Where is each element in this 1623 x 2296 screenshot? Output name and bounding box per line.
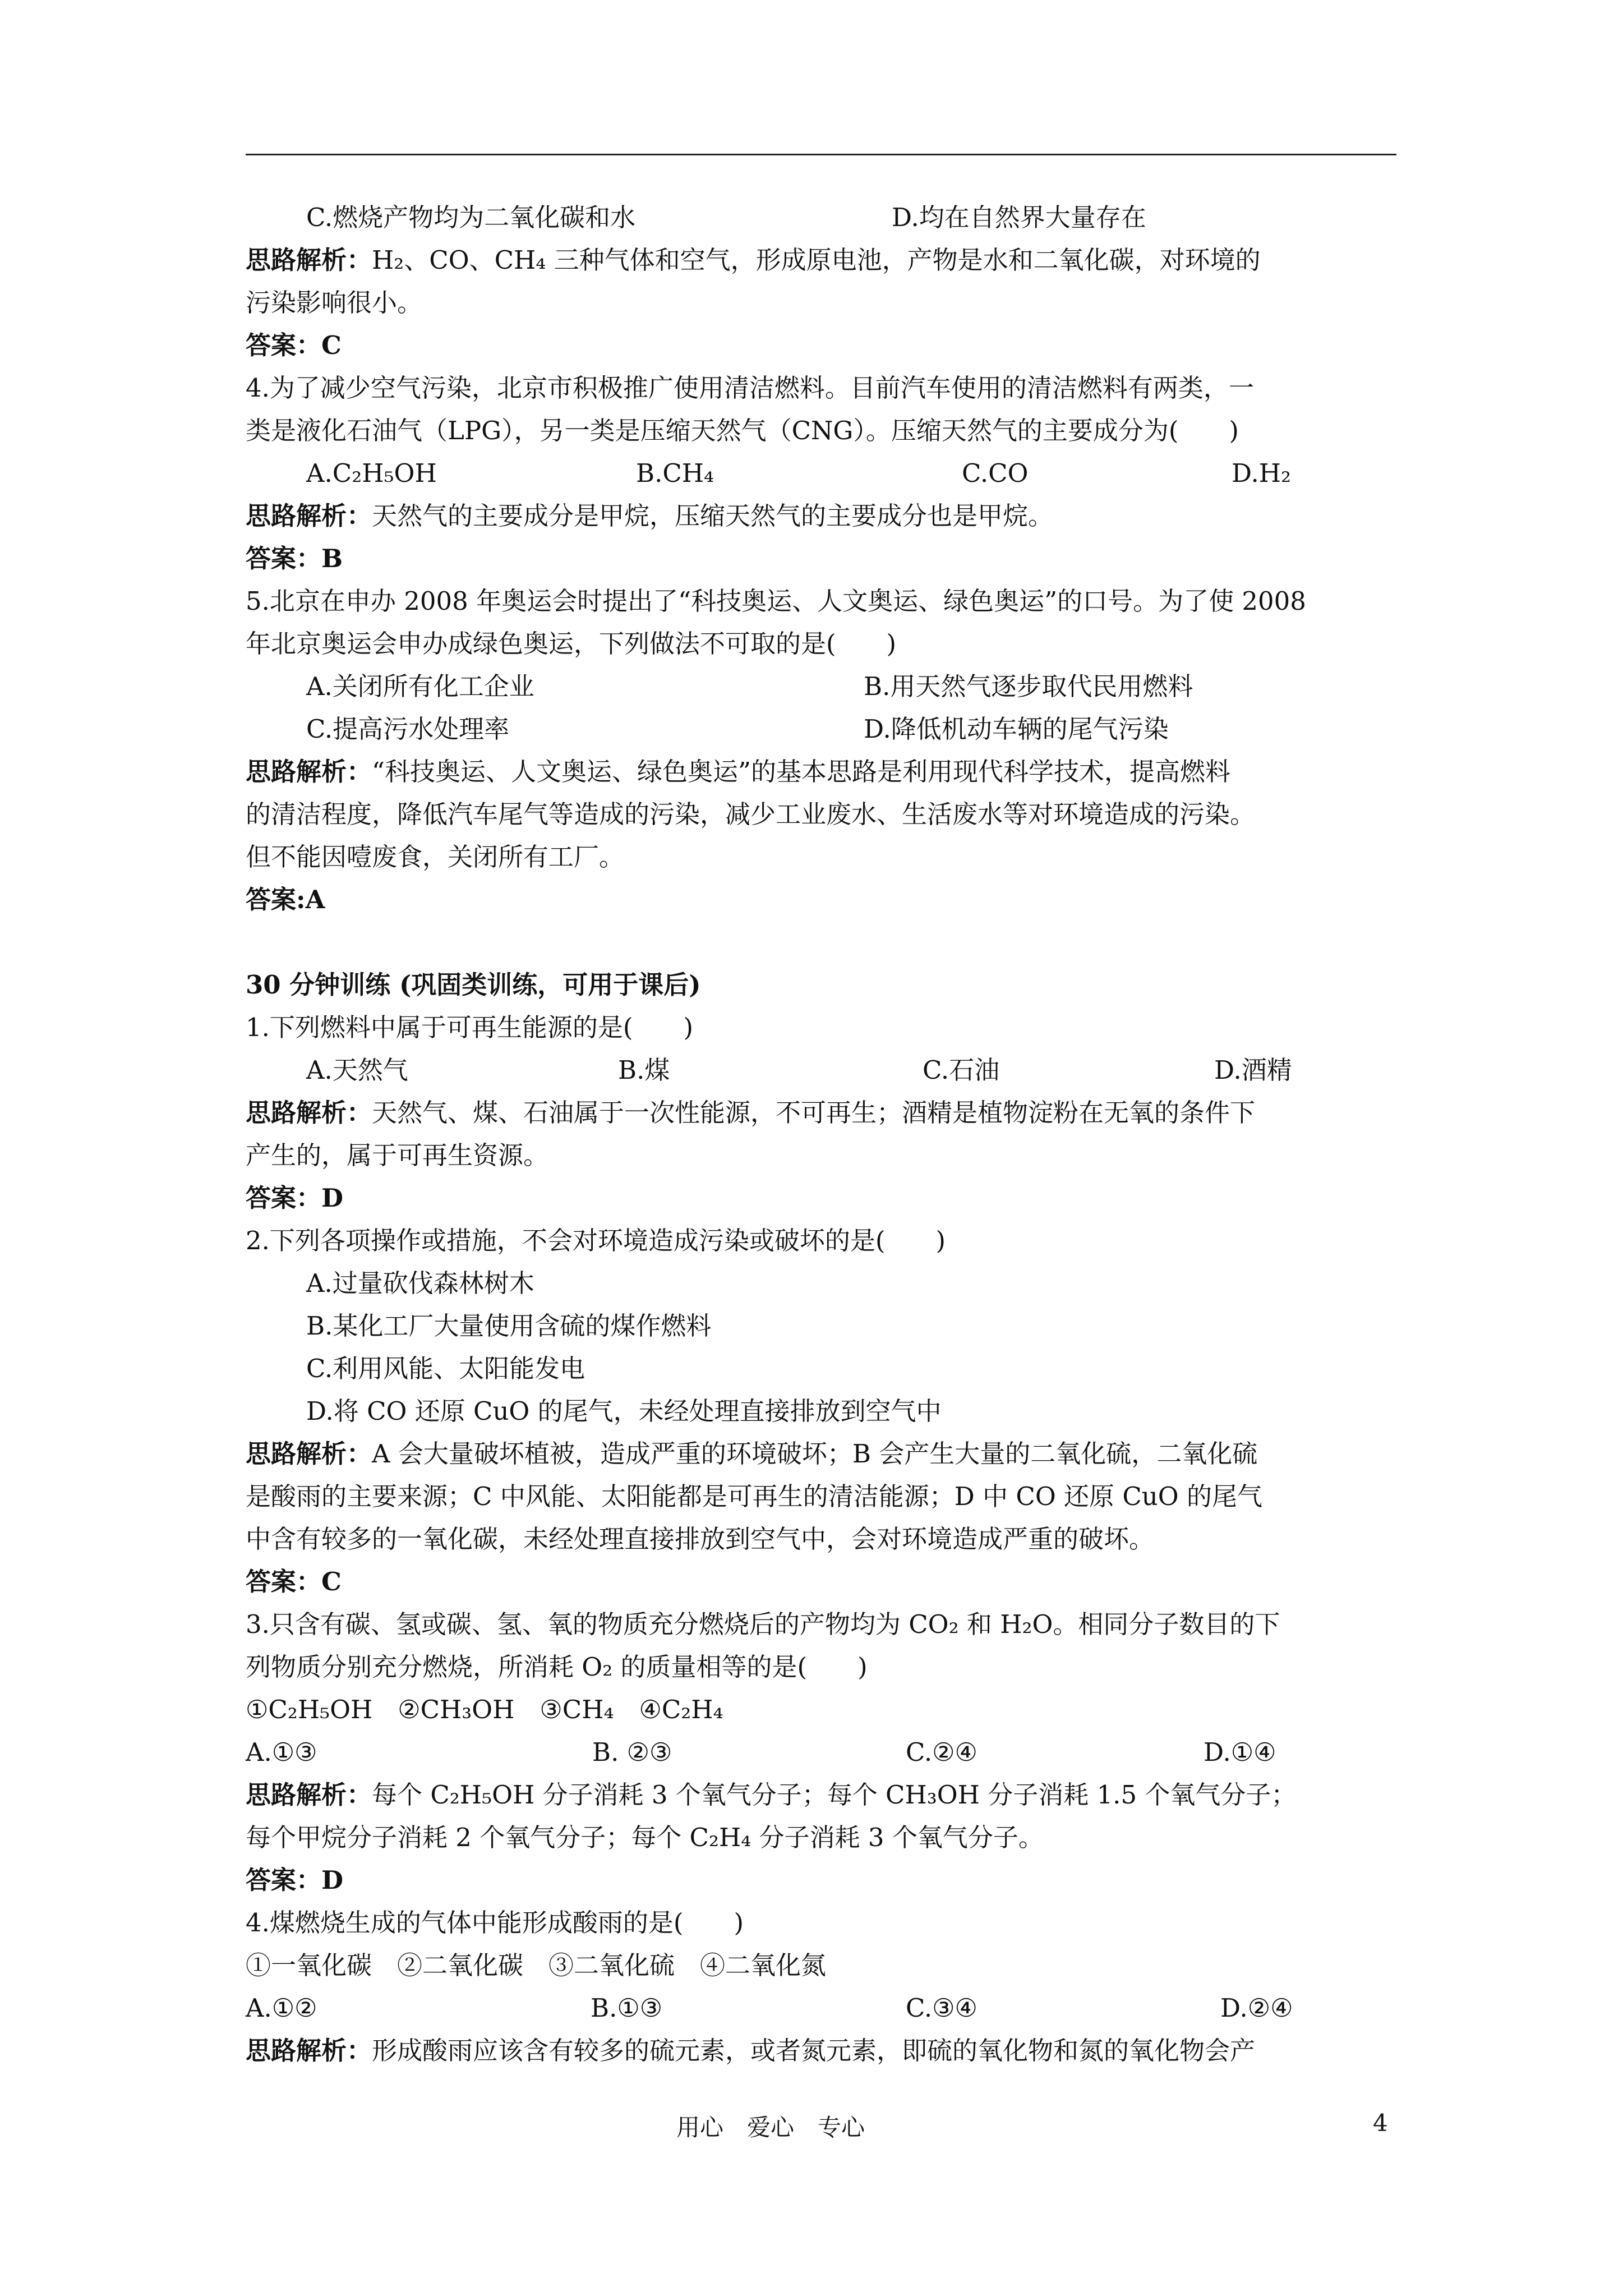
page-number: 4 — [1373, 2109, 1388, 2137]
option-b: B.煤 — [618, 1055, 670, 1085]
question-stem: 4.为了减少空气污染，北京市积极推广使用清洁燃料。目前汽车使用的清洁燃料有两类，一 — [246, 373, 1254, 403]
option-b: B.用天然气逐步取代民用燃料 — [864, 671, 1193, 701]
option-a: A.过量砍伐森林树木 — [306, 1268, 534, 1298]
option-a: A.①③ — [246, 1737, 317, 1767]
answer-line: 答案：D — [246, 1865, 344, 1895]
question-stem: 列物质分别充分燃烧，所消耗 O₂ 的质量相等的是( ) — [246, 1652, 868, 1682]
option-c: C.提高污水处理率 — [306, 714, 510, 744]
page-content — [246, 196, 1396, 2072]
option-d: D.②④ — [1220, 1993, 1293, 2023]
answer-line: 答案：C — [246, 1567, 342, 1596]
analysis-line — [246, 239, 1396, 282]
option-c: C.石油 — [923, 1055, 1000, 1085]
question-stem: 年北京奥运会申办成绿色奥运，下列做法不可取的是( ) — [246, 629, 897, 659]
option-b: B.某化工厂大量使用含硫的煤作燃料 — [306, 1311, 712, 1341]
analysis-line — [246, 1092, 1396, 1134]
option-d: D.酒精 — [1214, 1055, 1292, 1085]
option-row — [246, 196, 1396, 239]
analysis-text: “科技奥运、人文奥运、绿色奥运”的基本思路是利用现代科学技术，提高燃料 — [372, 757, 1231, 786]
option-a: A.关闭所有化工企业 — [306, 671, 534, 701]
option-c: C.利用风能、太阳能发电 — [306, 1354, 585, 1383]
question-stem: 类是液化石油气（LPG），另一类是压缩天然气（CNG）。压缩天然气的主要成分为( ) — [246, 416, 1239, 445]
option-d: D.均在自然界大量存在 — [892, 203, 1146, 232]
analysis-line — [246, 1433, 1396, 1475]
option-row — [246, 1987, 1396, 2030]
analysis-text: A 会大量破坏植被，造成严重的环境破坏；B 会产生大量的二氧化硫，二氧化硫 — [372, 1439, 1258, 1469]
analysis-line: 的清洁程度，降低汽车尾气等造成的污染，减少工业废水、生活废水等对环境造成的污染。 — [246, 799, 1256, 829]
answer-line: 答案：C — [246, 330, 342, 360]
question-stem: 3.只含有碳、氢或碳、氢、氧的物质充分燃烧后的产物均为 CO₂ 和 H₂O。相同分子数目的下 — [246, 1609, 1280, 1639]
option-row — [246, 708, 1396, 751]
answer-line: 答案:A — [246, 885, 325, 914]
header-rule — [246, 154, 1396, 155]
option-row — [246, 665, 1396, 708]
analysis-label: 思路解析： — [246, 2036, 372, 2065]
section-title: 30 分钟训练 (巩固类训练，可用于课后) — [246, 970, 701, 1000]
option-d: D.H₂ — [1232, 458, 1292, 488]
analysis-line: 但不能因噎废食，关闭所有工厂。 — [246, 842, 625, 872]
question-stem: 1.下列燃料中属于可再生能源的是( ) — [246, 1013, 694, 1042]
analysis-label: 思路解析： — [246, 501, 372, 531]
analysis-line: 每个甲烷分子消耗 2 个氧气分子；每个 C₂H₄ 分子消耗 3 个氧气分子。 — [246, 1823, 1044, 1852]
analysis-line — [246, 495, 1396, 537]
footer-motto: 用心 爱心 专心 — [676, 2114, 865, 2141]
option-row — [246, 452, 1396, 495]
option-c: C.燃烧产物均为二氧化碳和水 — [306, 203, 636, 232]
section-spacer — [246, 921, 1396, 964]
analysis-text: 天然气的主要成分是甲烷，压缩天然气的主要成分也是甲烷。 — [372, 501, 1054, 531]
analysis-line: 中含有较多的一氧化碳，未经处理直接排放到空气中，会对环境造成严重的破坏。 — [246, 1524, 1155, 1554]
option-a: A.①② — [246, 1993, 317, 2023]
option-d: D.将 CO 还原 CuO 的尾气，未经处理直接排放到空气中 — [306, 1396, 942, 1426]
analysis-line — [246, 2030, 1396, 2072]
analysis-text: H₂、CO、CH₄ 三种气体和空气，形成原电池，产物是水和二氧化碳，对环境的 — [372, 245, 1261, 275]
answer-line: 答案：D — [246, 1183, 344, 1213]
option-a: A.C₂H₅OH — [306, 458, 437, 488]
option-d: D.降低机动车辆的尾气污染 — [864, 714, 1169, 744]
option-a: A.天然气 — [306, 1055, 408, 1085]
substance-list: ①C₂H₅OH ②CH₃OH ③CH₄ ④C₂H₄ — [246, 1695, 723, 1724]
analysis-label: 思路解析： — [246, 1780, 372, 1810]
substance-list: ①一氧化碳 ②二氧化碳 ③二氧化硫 ④二氧化氮 — [246, 1950, 827, 1980]
option-row — [246, 1731, 1396, 1774]
answer-line: 答案：B — [246, 544, 343, 573]
question-stem: 4.煤燃烧生成的气体中能形成酸雨的是( ) — [246, 1908, 744, 1938]
analysis-line: 是酸雨的主要来源；C 中风能、太阳能都是可再生的清洁能源；D 中 CO 还原 CuO 的尾气 — [246, 1481, 1262, 1511]
analysis-text: 每个 C₂H₅OH 分子消耗 3 个氧气分子；每个 CH₃OH 分子消耗 1.5 个氧气分子； — [372, 1780, 1297, 1810]
analysis-label: 思路解析： — [246, 1098, 372, 1128]
analysis-label: 思路解析： — [246, 1439, 372, 1469]
option-b: B.①③ — [591, 1993, 663, 2023]
option-b: B. ②③ — [592, 1737, 672, 1767]
analysis-text: 天然气、煤、石油属于一次性能源，不可再生；酒精是植物淀粉在无氧的条件下 — [372, 1098, 1256, 1128]
page-footer — [0, 2109, 1623, 2143]
option-row — [246, 1049, 1396, 1092]
analysis-text: 形成酸雨应该含有较多的硫元素，或者氮元素，即硫的氧化物和氮的氧化物会产 — [372, 2036, 1256, 2065]
analysis-label: 思路解析： — [246, 245, 372, 275]
option-d: D.①④ — [1204, 1737, 1276, 1767]
analysis-line: 污染影响很小。 — [246, 288, 423, 318]
option-b: B.CH₄ — [636, 458, 714, 488]
option-c: C.CO — [962, 458, 1029, 488]
analysis-line — [246, 1774, 1396, 1816]
option-c: C.②④ — [906, 1737, 978, 1767]
option-c: C.③④ — [906, 1993, 978, 2023]
analysis-line: 产生的，属于可再生资源。 — [246, 1140, 549, 1170]
analysis-label: 思路解析： — [246, 757, 372, 786]
question-stem: 2.下列各项操作或措施，不会对环境造成污染或破坏的是( ) — [246, 1226, 946, 1255]
analysis-line — [246, 751, 1396, 793]
question-stem: 5.北京在申办 2008 年奥运会时提出了“科技奥运、人文奥运、绿色奥运”的口号。为了使 2008 — [246, 586, 1306, 616]
